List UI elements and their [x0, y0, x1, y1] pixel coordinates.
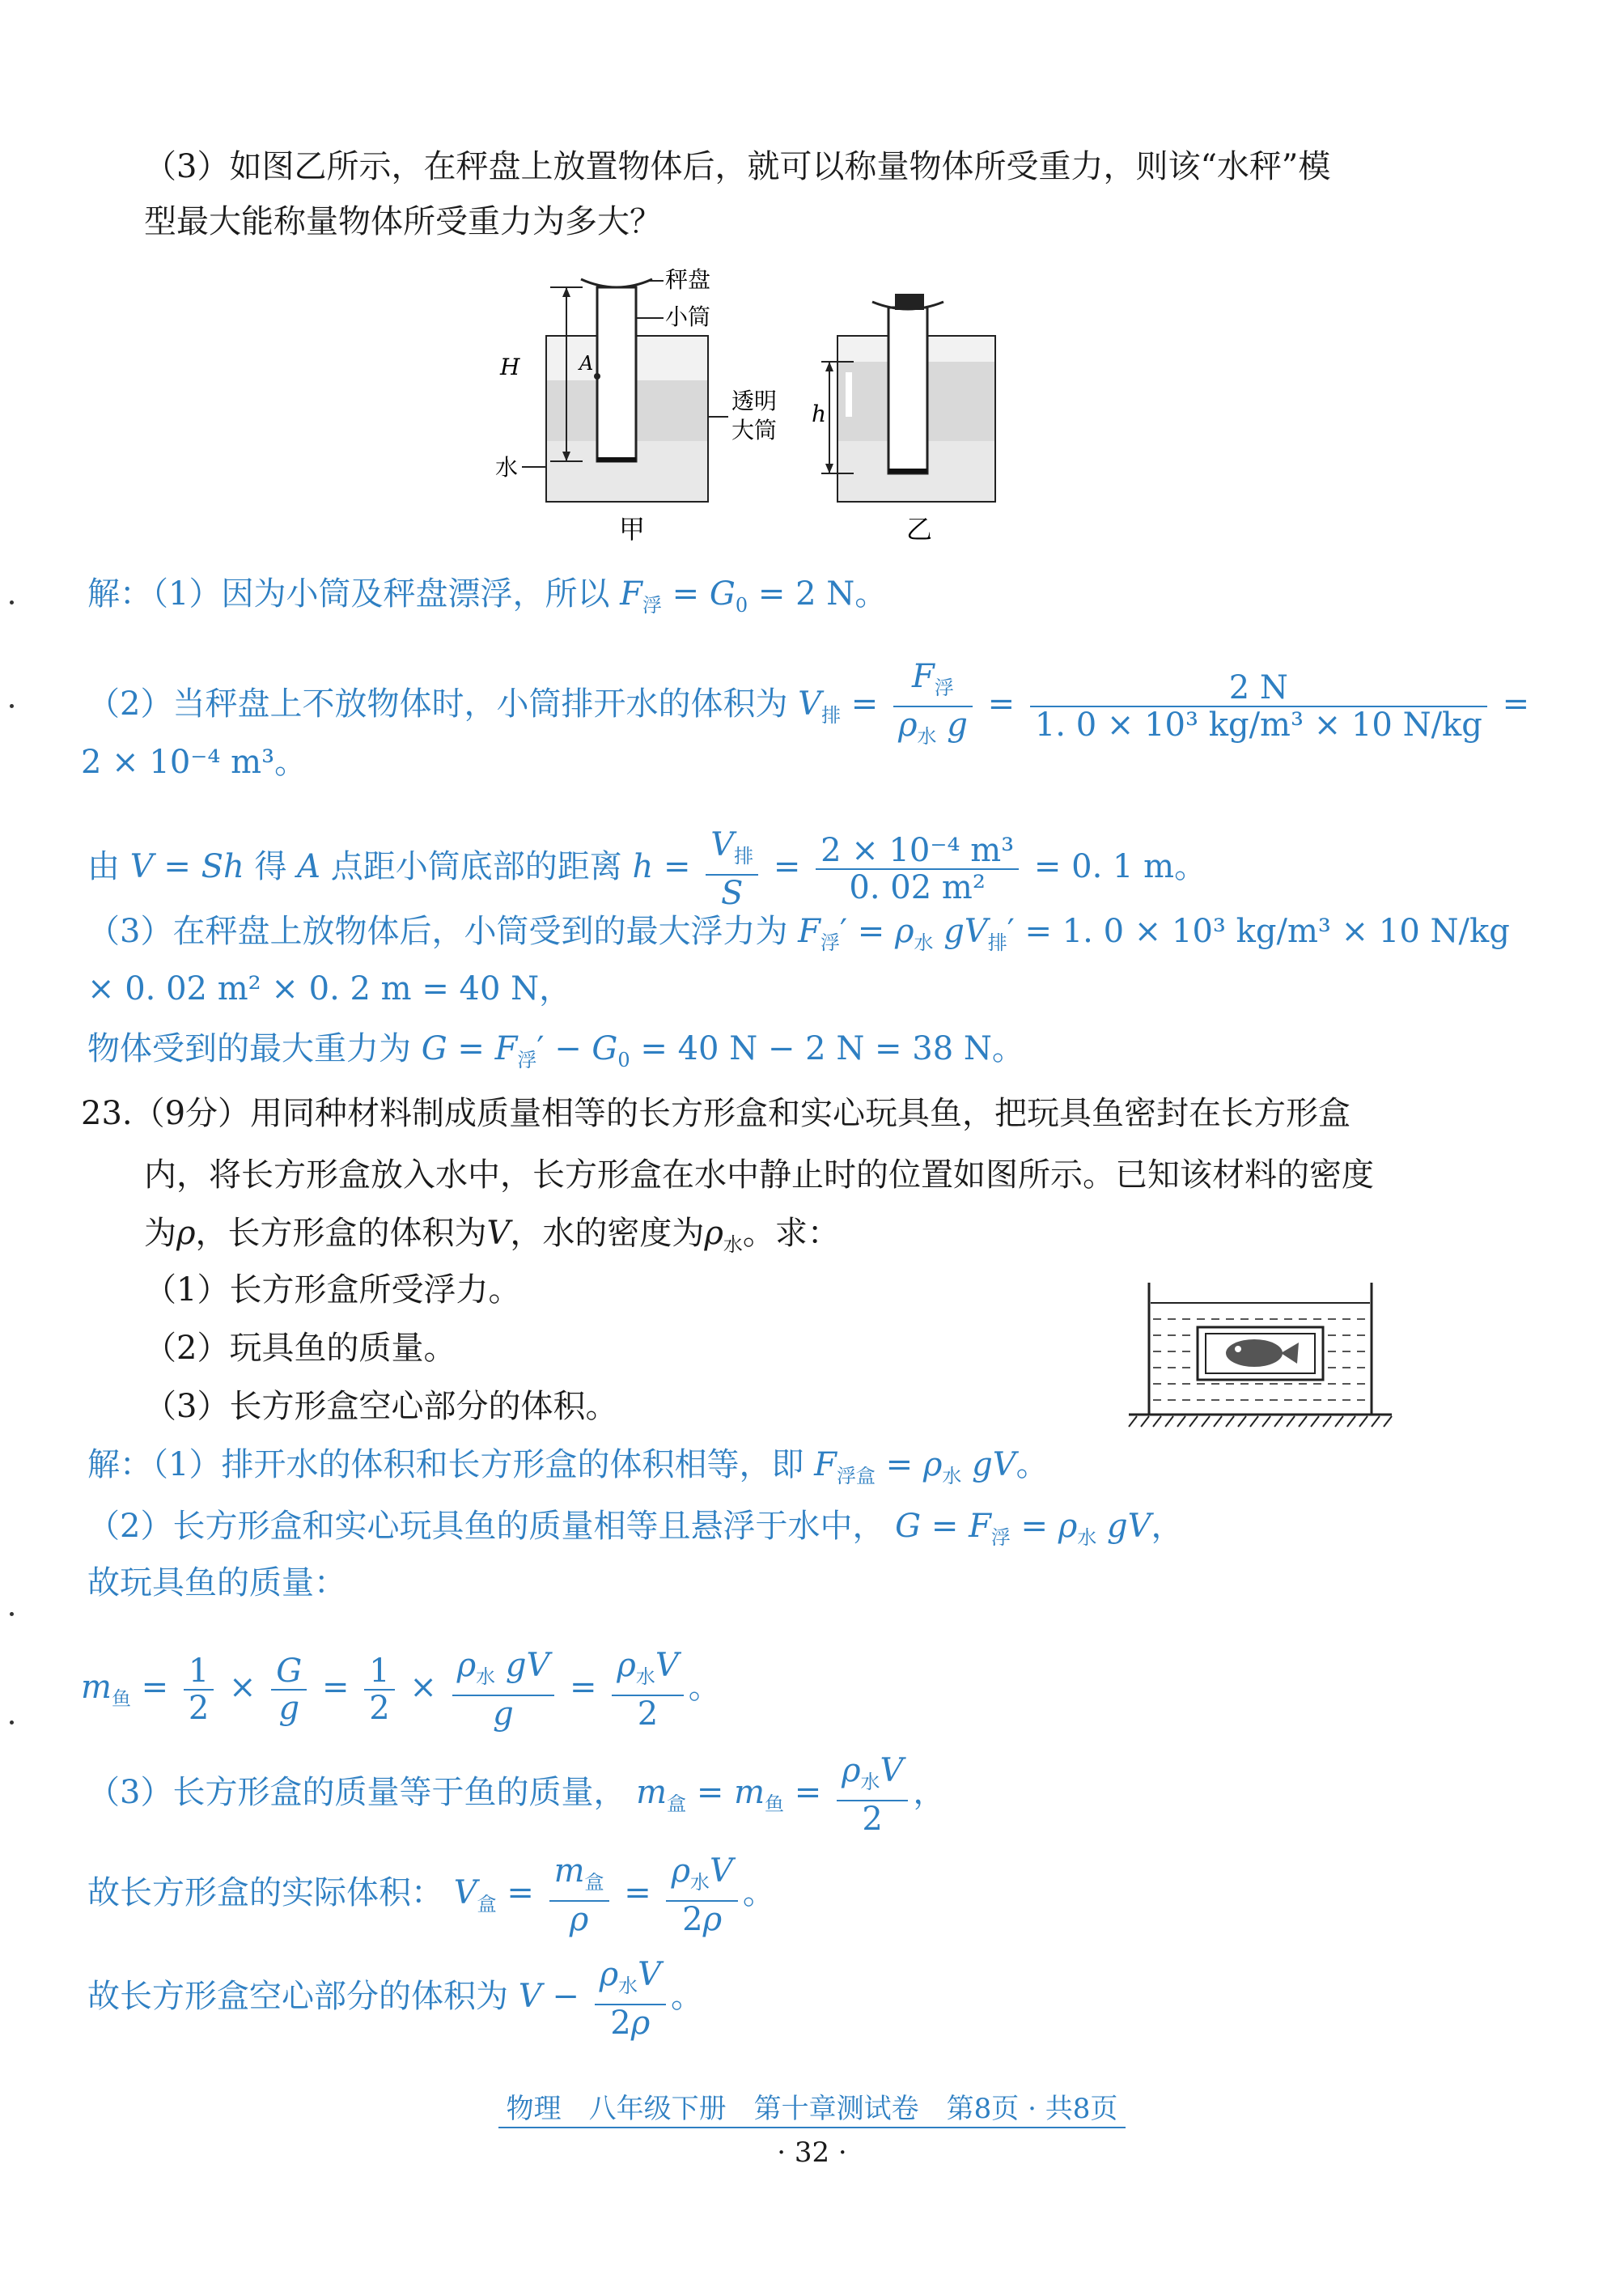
fish-box-figure [1121, 1275, 1400, 1436]
q23-sub1: （1）长方形盒所受浮力。 [144, 1271, 521, 1309]
label-pan: 秤盘 [665, 266, 711, 293]
buoyancy-scale-figure [486, 263, 1011, 554]
label-small-tube: 小筒 [665, 303, 711, 330]
q22-sol1: 解：（1）因为小筒及秤盘漂浮，所以 $F_浮 = G_0 = 2$ N。 [87, 575, 888, 617]
q22-sol2-line1: （2）当秤盘上不放物体时，小筒排开水的体积为 $V_排$ = $\frac{F_浮}{\rho_水 g}$ = $\frac{2 N}{\text{1. 0 × 10³ kg/m³ × 10 N/kg}}$ = [87, 658, 1530, 748]
margin-dot [10, 1720, 14, 1725]
q23-sol3-b: 故长方形盒的实际体积： $V_盒$ = $\frac{m_盒}{\rho}$ = $\frac{\rho_水V}{2\rho}$ 。 [87, 1852, 775, 1938]
q22-sol3-line1: （3）在秤盘上放物体后，小筒受到的最大浮力为 $F_浮' = \rho_水$ $gV_排' = 1$. 0 × 10³ kg/m³ × 10 N/kg [87, 913, 1510, 954]
label-big-tube-2: 大筒 [731, 417, 778, 443]
caption-jia: 甲 [619, 514, 646, 545]
q23-sol2-b: 故玩具鱼的质量： [87, 1564, 346, 1602]
q23-sol3: （3）长方形盒的质量等于鱼的质量， $m_盒 = m_鱼$ = $\frac{\rho_水V}{2}$ ， [87, 1752, 946, 1838]
q23-sub3: （3）长方形盒空心部分的体积。 [144, 1388, 618, 1425]
q23-line1: 23.（9分）用同种材料制成质量相等的长方形盒和实心玩具鱼，把玩具鱼密封在长方形盒 [81, 1095, 1351, 1132]
q23-sol1: 解：（1）排开水的体积和长方形盒的体积相等，即 $F_{浮盒} = \rho_水$ gV。 [87, 1446, 1049, 1487]
q22-sol2-line3: 由 V = Sh 得 A 点距小筒底部的距离 h = $\frac{V_排}{S}$ = $\frac{\text{2 × 10⁻⁴ m³}}{\text{0. 02 m²}}$ = 0. 1 m。 [87, 826, 1207, 912]
q23-fish-mass: $m_鱼$ = $\frac{1}{2}$ × $\frac{G}{g}$ = $\frac{1}{2}$ × $\frac{\rho_水 gV}{g}$ = $\frac{\rho_水V}{2}$ 。 [81, 1647, 721, 1733]
q23-sol3-c: 故长方形盒空心部分的体积为 V − $\frac{\rho_水V}{2\rho}$ 。 [87, 1956, 703, 2042]
margin-dot [10, 600, 14, 605]
label-A: A [579, 352, 594, 375]
margin-dot [10, 1612, 14, 1616]
caption-yi: 乙 [906, 514, 933, 545]
label-water: 水 [495, 454, 519, 481]
q23-line3: 为ρ，长方形盒的体积为V，水的密度为$\rho_水$。求： [144, 1215, 840, 1256]
margin-dot [10, 704, 14, 708]
q22-sol3-line3: 物体受到的最大重力为 $G = F_浮' - G_0 = 40$ N − 2 N = 38 N。 [87, 1030, 1024, 1071]
q23-line2: 内，将长方形盒放入水中，长方形盒在水中静止时的位置如图所示。已知该材料的密度 [144, 1156, 1374, 1194]
page-number: · 32 · [777, 2136, 847, 2169]
label-h: h [812, 401, 827, 427]
q22-part3-line2: 型最大能称量物体所受重力为多大？ [144, 203, 662, 240]
q22-sol2-line2: 2 × 10⁻⁴ m³。 [81, 744, 307, 781]
q23-sol2: （2）长方形盒和实心玩具鱼的质量相等且悬浮于水中， $G = F_浮 = \rho_水$ gV， [87, 1508, 1184, 1549]
q23-sub2: （2）玩具鱼的质量。 [144, 1330, 456, 1367]
q22-part3-line1: （3）如图乙所示，在秤盘上放置物体后，就可以称量物体所受重力，则该“水秤”模 [144, 148, 1331, 185]
q22-sol3-line2: × 0. 02 m² × 0. 2 m = 40 N， [87, 970, 572, 1008]
label-H: H [500, 354, 520, 380]
label-big-tube-1: 透明 [731, 388, 778, 414]
footer-title: 物理 八年级下册 第十章测试卷 第8页 · 共8页 [0, 2086, 1624, 2126]
